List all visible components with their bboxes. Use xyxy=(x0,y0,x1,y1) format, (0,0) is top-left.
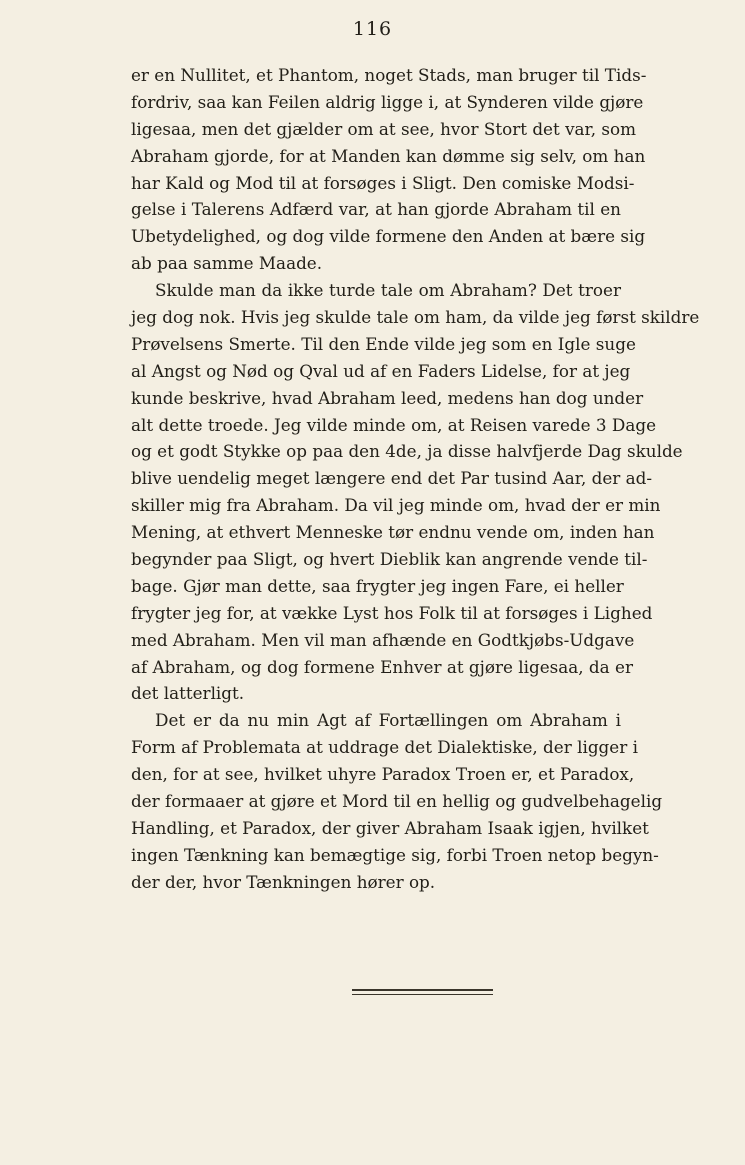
text-line: Det er da nu min Agt af Fortællingen om Abraham i xyxy=(155,710,621,731)
divider-line xyxy=(352,994,493,996)
text-line: Ubetydelighed, og dog vilde formene den Anden at bære sig xyxy=(131,226,646,247)
text-line: frygter jeg for, at vække Lyst hos Folk til at forsøges i Lighed xyxy=(131,602,653,623)
text-line: Skulde man da ikke turde tale om Abraham? Det troer xyxy=(155,280,621,301)
text-line: og et godt Stykke op paa den 4de, ja disse halvfjerde Dag skulde xyxy=(131,441,683,462)
text-line: er en Nullitet, et Phantom, noget Stads, man bruger til Tids- xyxy=(131,65,647,85)
text-line: der der, hvor Tænkningen hører op. xyxy=(131,871,436,892)
text-line: Handling, et Paradox, der giver Abraham Isaak igjen, hvilket xyxy=(131,817,649,838)
text-line: jeg dog nok. Hvis jeg skulde tale om ham, da vilde jeg først skildre xyxy=(131,307,700,328)
text-line: ab paa samme Maade. xyxy=(131,253,323,274)
text-line: fordriv, saa kan Feilen aldrig ligge i, at Synderen vilde gjøre xyxy=(131,91,644,112)
text-line: begynder paa Sligt, og hvert Dieblik kan angrende vende til- xyxy=(131,549,648,570)
end-rule xyxy=(352,989,493,998)
text-line: Abraham gjorde, for at Manden kan dømme sig selv, om han xyxy=(131,145,646,166)
text-line: den, for at see, hvilket uhyre Paradox Troen er, et Paradox, xyxy=(131,764,635,785)
text-line: alt dette troede. Jeg vilde minde om, at Reisen varede 3 Dage xyxy=(131,414,657,435)
text-line: blive uendelig meget længere end det Par tusind Aar, der ad- xyxy=(131,468,653,489)
text-line: gelse i Talerens Adfærd var, at han gjorde Abraham til en xyxy=(131,199,621,220)
text-line: har Kald og Mod til at forsøges i Sligt. Den comiske Modsi- xyxy=(131,172,635,193)
text-body xyxy=(131,62,700,896)
text-line: bage. Gjør man dette, saa frygter jeg ingen Fare, ei heller xyxy=(131,575,624,596)
text-line: skiller mig fra Abraham. Da vil jeg minde om, hvad der er min xyxy=(131,495,661,516)
text-line: kunde beskrive, hvad Abraham leed, medens han dog under xyxy=(131,387,644,408)
divider-line xyxy=(352,989,493,991)
text-line: Mening, at ethvert Menneske tør endnu vende om, inden han xyxy=(131,522,655,543)
page-number: 116 xyxy=(352,18,393,40)
text-line: Prøvelsens Smerte. Til den Ende vilde jeg som en Igle suge xyxy=(131,333,636,354)
text-line: Form af Problemata at uddrage det Dialektiske, der ligger i xyxy=(131,737,638,758)
text-line: ingen Tænkning kan bemægtige sig, forbi Troen netop begyn- xyxy=(131,844,659,865)
text-line: det latterligt. xyxy=(131,683,245,704)
text-line: der formaaer at gjøre et Mord til en hellig og gudvelbehagelig xyxy=(131,791,663,812)
text-line: ligesaa, men det gjælder om at see, hvor Stort det var, som xyxy=(131,118,637,139)
text-line: med Abraham. Men vil man afhænde en Godtkjøbs-Udgave xyxy=(131,629,635,650)
text-line: af Abraham, og dog formene Enhver at gjøre ligesaa, da er xyxy=(131,656,633,677)
text-line: al Angst og Nød og Qval ud af en Faders Lidelse, for at jeg xyxy=(131,360,631,381)
